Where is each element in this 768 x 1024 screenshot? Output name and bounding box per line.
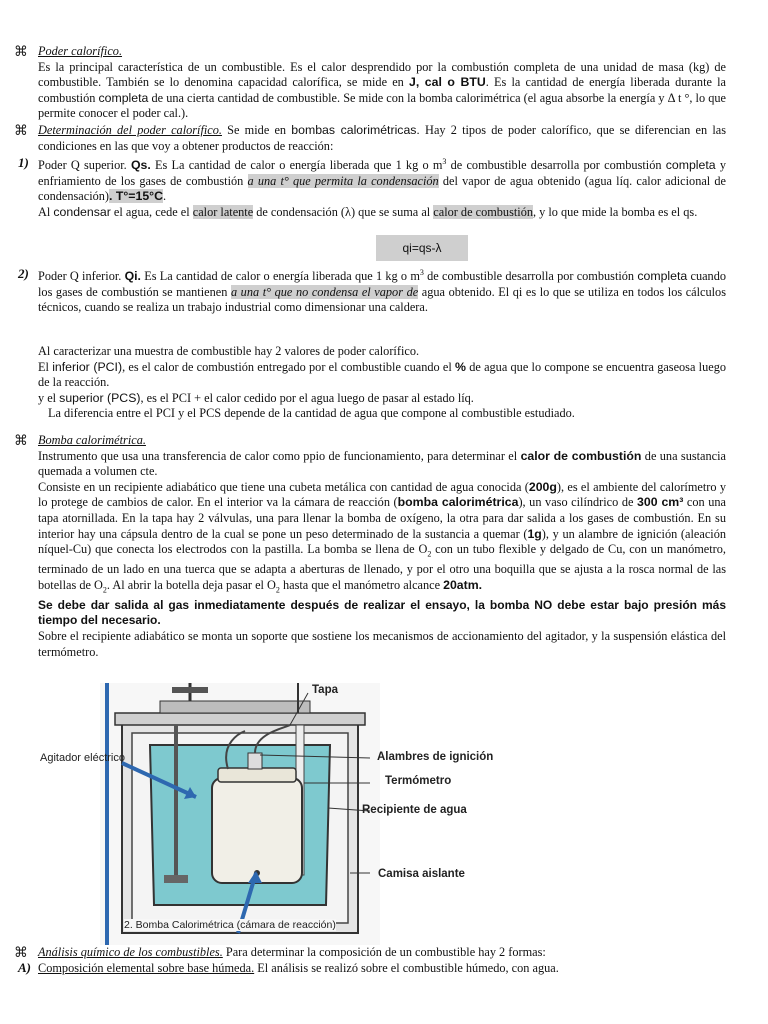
item-poder-inferior: Poder Q inferior. Qi. Es La cantidad de calor o energía liberada que 1 kg o $m^3$ de combustible desarrolla por combustión completa cuando los gases de combustión se mantienen a una t° que no condensa el vapor de agua obtenido. El qi es lo que se utiliza en todos los cálculos técnicos, cuando se realiza un trabajo industrial como dimensionar una caldera.: [38, 268, 727, 315]
section-analisis-quimico: Análisis químico de los combustibles. Para determinar la composición de un combustible hay 2 formas: Composición elemental sobre base húmeda. El análisis se realizó sobre el combustible húmedo, con agua.: [38, 945, 559, 975]
figure-caption: 2. Bomba Calorimétrica (cámara de reacción): [124, 919, 336, 931]
bullet-icon: ⌘: [14, 946, 28, 961]
section-poder-calorifico: [38, 44, 726, 122]
paragraph-poder-calorifico: Es la principal característica de un combustible. Es el calor desprendido por la combustión completa de una unidad de masa (kg) de combustible. También se lo denomina capacidad calorífica, se mide en J, cal o BTU. Es la cantidad de energía liberada durante la combustión completa de una cierta cantidad de combustible. Se mide con la bomba calorimétrica (el agua absorbe la energía y Δ t °, lo que permite conocer el poder cal.).: [38, 59, 727, 121]
section-pci-pcs: Al caracterizar una muestra de combustible hay 2 valores de poder calorífico. El inferior (PCI), es el calor de combustión entregado por el combustible cuando el % de agua que lo compone se encuentra gaseosa luego de la reacción. y el superior (PCS), es el PCI + el calor cedido por el agua luego de pasar al estado líq. La diferencia entre el PCI y el PCS depende de la cantidad de agua que compone al combustible estudiado.: [38, 344, 726, 421]
figure-label-recipiente: Recipiente de agua: [362, 804, 467, 816]
bullet-icon: ⌘: [14, 434, 28, 449]
section-determinacion: Determinación del poder calorífico. Se mide en bombas calorimétricas. Hay 2 tipos de poder calorífico, que se diferencian en las condiciones en las que voy a obtener productos de reacción:: [38, 123, 726, 153]
composicion-elemental: Composición elemental sobre base húmeda.: [38, 960, 255, 975]
heading-analisis: Análisis químico de los combustibles.: [38, 945, 223, 959]
figure-label-termometro: Termómetro: [385, 775, 452, 787]
heading-bomba: Bomba calorimétrica.: [38, 433, 146, 447]
item-number-1: 1): [18, 155, 29, 170]
bullet-icon: ⌘: [14, 45, 28, 60]
formula-box: qi=qs-λ: [376, 235, 468, 261]
item-poder-superior: Poder Q superior. Qs. Es La cantidad de calor o energía liberada que 1 kg o $m^3$ de combustible desarrolla por combustión completa y enfriamiento de los gases de combustión a una t° que permita la condensación del vapor de agua obtenido (agua líq. calor adicional de condensación). T°=15°C. Al condensar el agua, cede el calor latente de condensación (λ) que se suma al calor de combustión, y lo que mide la bomba es el qs.: [38, 157, 726, 219]
figure-label-agitador: Agitador eléctrico: [40, 752, 125, 764]
heading-determinacion: Determinación del poder calorífico.: [38, 123, 222, 137]
item-letter-a: A): [18, 960, 31, 975]
item-number-2: 2): [18, 266, 29, 281]
warning-text: Se debe dar salida al gas inmediatamente después de realizar el ensayo, la bomba NO debe estar bajo presión más tiempo del necesario.: [38, 597, 726, 628]
figure-label-tapa: Tapa: [312, 684, 338, 696]
bullet-icon: ⌘: [14, 124, 28, 139]
figure-label-alambres: Alambres de ignición: [377, 751, 494, 763]
figure-label-camisa: Camisa aislante: [378, 868, 465, 880]
heading-poder-calorifico: Poder calorífico.: [38, 44, 123, 58]
calorimeter-diagram: [100, 683, 380, 945]
section-bomba-calorimetrica: Bomba calorimétrica. Instrumento que usa una transferencia de calor como ppio de funcionamiento, para determinar el calor de combustión de una sustancia quemada a volumen cte. Consiste en un recipiente adiabático que tiene una cubeta metálica con cantidad de agua conocida (200g), es el ambiente del calorímetro y lo protege de cambios de calor. En el interior va la cámara de reacción (bomba calorimétrica), un vaso cilíndrico de 300 cm³ con una tapa atornillada. En la tapa hay 2 válvulas, una para llenar la bomba de oxígeno, la otra para dar salida a los gases de combustión. En su interior hay una cápsula dentro de la cual se pone un peso determinado de la sustancia a quemar (1g), y un alambre de ignición (aleación níquel-Cu) que conecta los electrodos con la pastilla. La bomba se llena de $O_2$ con un tubo flexible y delgado de Cu, con un manómetro, terminado de un lado en una tuerca que se adapta a aberturas de llenado, y por el otro una boquilla que se ajusta a la rosca normal de las botellas de $O_2$. Al abrir la botella deja pasar el $O_2$ hasta que el manómetro alcance 20atm. Se debe dar salida al gas inmediatamente después de realizar el ensayo, la bomba NO debe estar bajo presión más tiempo del necesario. Sobre el recipiente adiabático se monta un soporte que sostiene los mecanismos de accionamiento del agitador, y la suspensión elástica del termómetro.: [38, 433, 726, 659]
